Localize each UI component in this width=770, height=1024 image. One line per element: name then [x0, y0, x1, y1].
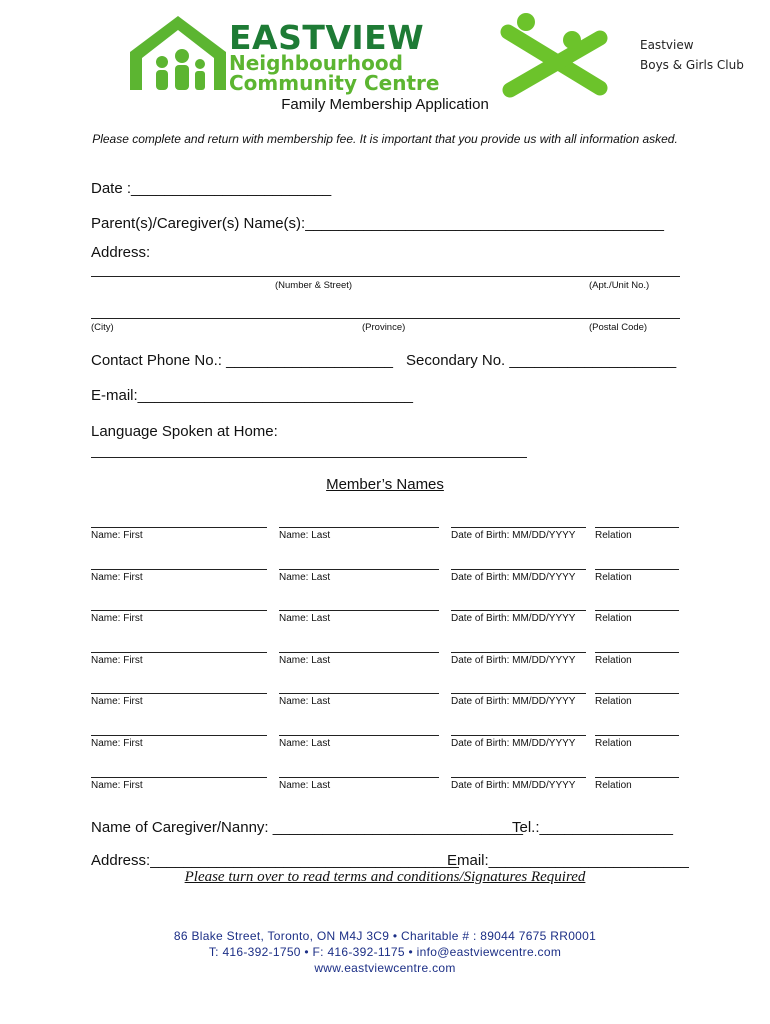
member-column-label: Name: First — [91, 696, 143, 707]
member-input-line[interactable] — [451, 735, 586, 736]
member-input-line[interactable] — [451, 610, 586, 611]
member-input-line[interactable] — [451, 569, 586, 570]
member-input-line[interactable] — [595, 652, 679, 653]
footer-contact: T: 416-392-1750 • F: 416-392-1175 • info@eastviewcentre.com — [208, 945, 562, 959]
language-line[interactable] — [91, 457, 527, 458]
member-column-label: Relation — [595, 530, 632, 541]
member-input-line[interactable] — [279, 527, 439, 528]
member-column-label: Name: Last — [279, 572, 331, 583]
member-column-label: Relation — [595, 655, 632, 666]
member-input-line[interactable] — [595, 735, 679, 736]
member-column-label: Relation — [595, 738, 632, 749]
member-column-label: Relation — [595, 613, 632, 624]
caregiver-name-field[interactable]: Name of Caregiver/Nanny: ______________________________ — [91, 819, 524, 836]
member-column-label: Relation — [595, 572, 632, 583]
secondary-phone-field[interactable]: Secondary No. ____________________ — [406, 352, 677, 369]
form-title: Family Membership Application — [281, 96, 489, 113]
member-input-line[interactable] — [91, 569, 267, 570]
member-column-label: Relation — [595, 696, 632, 707]
member-input-line[interactable] — [279, 777, 439, 778]
street-line[interactable] — [91, 276, 680, 277]
contact-phone-field[interactable]: Contact Phone No.: ____________________ — [91, 352, 393, 369]
date-field[interactable]: Date :________________________ — [91, 180, 332, 197]
member-input-line[interactable] — [279, 569, 439, 570]
member-column-label: Name: First — [91, 655, 143, 666]
member-column-label: Name: Last — [279, 696, 331, 707]
member-input-line[interactable] — [91, 610, 267, 611]
caregiver-address-field[interactable]: Address:_____________________________________ — [91, 852, 459, 869]
address-label: Address: — [91, 244, 151, 261]
city-line[interactable] — [91, 318, 680, 319]
member-input-line[interactable] — [595, 527, 679, 528]
member-input-line[interactable] — [91, 693, 267, 694]
member-column-label: Relation — [595, 780, 632, 791]
member-input-line[interactable] — [279, 735, 439, 736]
caregiver-tel-field[interactable]: Tel.:________________ — [512, 819, 673, 836]
member-input-line[interactable] — [279, 652, 439, 653]
language-label: Language Spoken at Home: — [91, 423, 278, 440]
member-input-line[interactable] — [91, 777, 267, 778]
email-field[interactable]: E-mail:_________________________________ — [91, 387, 413, 404]
footer-website: www.eastviewcentre.com — [314, 961, 456, 975]
member-input-line[interactable] — [91, 652, 267, 653]
caregiver-email-field[interactable]: Email:________________________ — [447, 852, 689, 869]
brand-eastview: EASTVIEW — [229, 18, 425, 57]
instructions: Please complete and return with membership fee. It is important that you provide us with all information asked. — [92, 132, 678, 146]
member-column-label: Name: First — [91, 738, 143, 749]
member-input-line[interactable] — [451, 652, 586, 653]
members-heading: Member’s Names — [326, 476, 444, 493]
member-column-label: Name: Last — [279, 780, 331, 791]
member-input-line[interactable] — [595, 777, 679, 778]
member-column-label: Date of Birth: MM/DD/YYYY — [451, 613, 576, 624]
province-caption: (Province) — [362, 322, 406, 333]
city-caption: (City) — [91, 322, 114, 333]
member-input-line[interactable] — [451, 777, 586, 778]
member-input-line[interactable] — [451, 527, 586, 528]
member-column-label: Name: First — [91, 530, 143, 541]
member-column-label: Name: First — [91, 613, 143, 624]
brand-neighbourhood: Neighbourhood — [229, 51, 403, 75]
parent-name-field[interactable]: Parent(s)/Caregiver(s) Name(s):___________________________________________ — [91, 215, 664, 232]
member-input-line[interactable] — [279, 693, 439, 694]
club-name-line1: Eastview — [640, 38, 694, 52]
club-name-line2: Boys & Girls Club — [640, 58, 744, 72]
brand-community-centre: Community Centre — [229, 71, 440, 95]
boys-girls-club-logo — [496, 10, 614, 98]
apt-caption: (Apt./Unit No.) — [589, 280, 650, 291]
footer-address: 86 Blake Street, Toronto, ON M4J 3C9 • Charitable # : 89044 7675 RR0001 — [173, 929, 597, 943]
member-column-label: Date of Birth: MM/DD/YYYY — [451, 572, 576, 583]
member-input-line[interactable] — [595, 693, 679, 694]
eastview-house-logo — [126, 12, 232, 92]
member-input-line[interactable] — [595, 569, 679, 570]
member-column-label: Date of Birth: MM/DD/YYYY — [451, 655, 576, 666]
member-input-line[interactable] — [279, 610, 439, 611]
member-input-line[interactable] — [451, 693, 586, 694]
street-caption: (Number & Street) — [275, 280, 353, 291]
member-column-label: Name: Last — [279, 655, 331, 666]
member-column-label: Name: Last — [279, 738, 331, 749]
member-column-label: Name: First — [91, 780, 143, 791]
postal-caption: (Postal Code) — [589, 322, 648, 333]
member-column-label: Name: First — [91, 572, 143, 583]
member-column-label: Date of Birth: MM/DD/YYYY — [451, 738, 576, 749]
member-input-line[interactable] — [91, 527, 267, 528]
member-column-label: Name: Last — [279, 530, 331, 541]
member-column-label: Date of Birth: MM/DD/YYYY — [451, 780, 576, 791]
member-input-line[interactable] — [91, 735, 267, 736]
member-input-line[interactable] — [595, 610, 679, 611]
member-column-label: Date of Birth: MM/DD/YYYY — [451, 530, 576, 541]
member-column-label: Date of Birth: MM/DD/YYYY — [451, 696, 576, 707]
member-column-label: Name: Last — [279, 613, 331, 624]
turn-over-note: Please turn over to read terms and conditions/Signatures Required — [184, 869, 586, 885]
